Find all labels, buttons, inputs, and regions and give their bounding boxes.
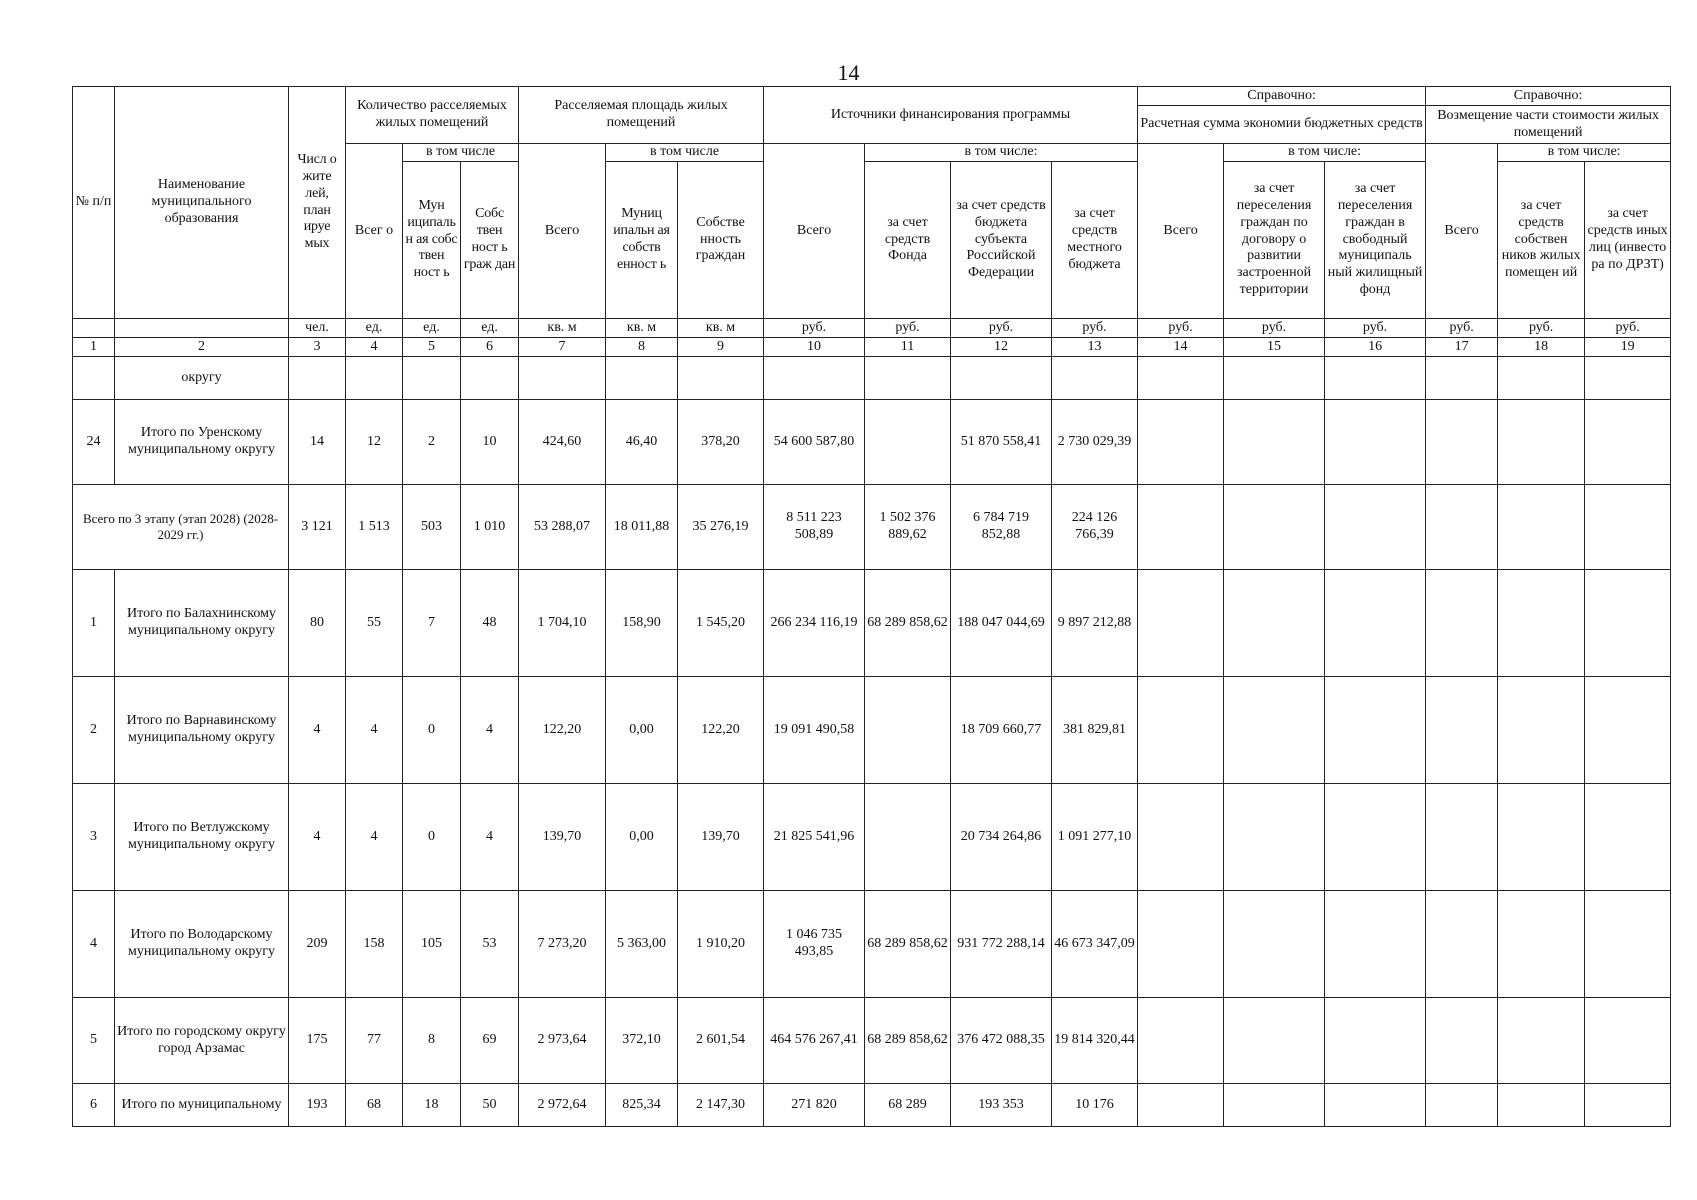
unit-cell: руб. — [1224, 319, 1325, 338]
row-no: 2 — [73, 677, 115, 784]
header-owners-funds: за счет средств собствен ников жилых помещен ий — [1498, 162, 1585, 319]
header-sources-total: Всего — [764, 144, 865, 319]
col-number: 5 — [403, 338, 461, 357]
unit-cell: руб. — [1052, 319, 1138, 338]
header-count-total: Всег о — [346, 144, 403, 319]
table-row: Всего по 3 этапу (этап 2028) (2028-2029 гг.) 3 121 1 513 503 1 010 53 288,07 18 011,88 35 276,19 8 511 223 508,89 1 502 376 889,62 6 784 719 852,88 224 126 766,39 — [73, 485, 1671, 570]
col-number: 7 — [519, 338, 606, 357]
row-name: Итого по муниципальному — [115, 1084, 289, 1127]
row-no: 1 — [73, 570, 115, 677]
col-number: 15 — [1224, 338, 1325, 357]
col-number: 2 — [115, 338, 289, 357]
table-row: 1 Итого по Балахнинскому муниципальному округу 80 55 7 48 1 704,10 158,90 1 545,20 266 234 116,19 68 289 858,62 188 047 044,69 9 897 212,88 — [73, 570, 1671, 677]
unit-cell: руб. — [1585, 319, 1671, 338]
unit-cell: кв. м — [678, 319, 764, 338]
table-row: 5 Итого по городскому округу город Арзамас 175 77 8 69 2 973,64 372,10 2 601,54 464 576 267,41 68 289 858,62 376 472 088,35 19 814 320,44 — [73, 998, 1671, 1084]
header-area-total: Всего — [519, 144, 606, 319]
header-sources-in-that: в том числе: — [865, 144, 1138, 162]
header-group-count: Количество расселяемых жилых помещений — [346, 87, 519, 144]
unit-cell: руб. — [1138, 319, 1224, 338]
unit-cell: руб. — [951, 319, 1052, 338]
header-group-sources: Источники финансирования программы — [764, 87, 1138, 144]
unit-cell: кв. м — [606, 319, 678, 338]
header-ref2-top: Справочно: — [1426, 87, 1671, 106]
col-number: 8 — [606, 338, 678, 357]
row-no: 24 — [73, 400, 115, 485]
header-local-budget: за счет средств местного бюджета — [1052, 162, 1138, 319]
col-number: 1 — [73, 338, 115, 357]
header-fund: за счет средств Фонда — [865, 162, 951, 319]
row-name: Итого по Балахнинскому муниципальному округу — [115, 570, 289, 677]
col-number: 13 — [1052, 338, 1138, 357]
row-no: 6 — [73, 1084, 115, 1127]
row-no: 4 — [73, 891, 115, 998]
col-number: 14 — [1138, 338, 1224, 357]
table-row: 6 Итого по муниципальному 193 68 18 50 2 972,64 825,34 2 147,30 271 820 68 289 193 353 10 176 — [73, 1084, 1671, 1127]
table-row: 2 Итого по Варнавинскому муниципальному округу 4 4 0 4 122,20 0,00 122,20 19 091 490,58 18 709 660,77 381 829,81 — [73, 677, 1671, 784]
header-group-ref1: Расчетная сумма экономии бюджетных средств — [1138, 106, 1426, 144]
row-no: 5 — [73, 998, 115, 1084]
header-ref1-total: Всего — [1138, 144, 1224, 319]
col-number: 16 — [1325, 338, 1426, 357]
unit-cell: руб. — [1325, 319, 1426, 338]
row-name: Итого по Уренскому муниципальному округу — [115, 400, 289, 485]
col-number: 6 — [461, 338, 519, 357]
resettlement-table — [72, 86, 1671, 1127]
header-ref2-in-that: в том числе: — [1498, 144, 1671, 162]
col-number: 3 — [289, 338, 346, 357]
unit-cell: руб. — [865, 319, 951, 338]
col-number: 19 — [1585, 338, 1671, 357]
header-subject-budget: за счет средств бюджета субъекта Российской Федерации — [951, 162, 1052, 319]
unit-cell: руб. — [1498, 319, 1585, 338]
header-name: Наименование муниципального образования — [115, 87, 289, 319]
col-number: 18 — [1498, 338, 1585, 357]
header-ref2-total: Всего — [1426, 144, 1498, 319]
row-name: Итого по Володарскому муниципальному округу — [115, 891, 289, 998]
header-others-funds: за счет средств иных лиц (инвесто ра по ДРЗТ) — [1585, 162, 1671, 319]
row-name: Итого по Ветлужскому муниципальному округу — [115, 784, 289, 891]
stage-total-label: Всего по 3 этапу (этап 2028) (2028-2029 гг.) — [73, 485, 289, 570]
unit-cell: чел. — [289, 319, 346, 338]
page-number: 14 — [837, 60, 860, 85]
row-name: округу — [115, 357, 289, 400]
col-number: 9 — [678, 338, 764, 357]
header-count-in-that: в том числе — [403, 144, 519, 162]
unit-cell: руб. — [764, 319, 865, 338]
header-area-in-that: в том числе — [606, 144, 764, 162]
header-municipal-area: Муниц ипальн ая собств енност ь — [606, 162, 678, 319]
unit-cell: ед. — [461, 319, 519, 338]
header-group-ref2: Возмещение части стоимости жилых помещений — [1426, 106, 1671, 144]
header-group-area: Расселяемая площадь жилых помещений — [519, 87, 764, 144]
col-number: 10 — [764, 338, 865, 357]
row-name: Итого по Варнавинскому муниципальному округу — [115, 677, 289, 784]
table-row — [73, 357, 1671, 400]
table-row: 24 Итого по Уренскому муниципальному округу 14 12 2 10 424,60 46,40 378,20 54 600 587,80 51 870 558,41 2 730 029,39 — [73, 400, 1671, 485]
col-number: 4 — [346, 338, 403, 357]
row-name: Итого по городскому округу город Арзамас — [115, 998, 289, 1084]
unit-cell: ед. — [403, 319, 461, 338]
unit-cell: ед. — [346, 319, 403, 338]
col-number: 11 — [865, 338, 951, 357]
unit-cell: кв. м — [519, 319, 606, 338]
header-residents: Числ о жите лей, план ируе мых — [289, 87, 346, 319]
header-citizens-count: Собс твен ност ь граж дан — [461, 162, 519, 319]
header-ref1-in-that: в том числе: — [1224, 144, 1426, 162]
header-no: № п/п — [73, 87, 115, 319]
header-resettle-free: за счет переселения граждан в свободный муниципаль ный жилищный фонд — [1325, 162, 1426, 319]
row-no: 3 — [73, 784, 115, 891]
table-row: 4 Итого по Володарскому муниципальному округу 209 158 105 53 7 273,20 5 363,00 1 910,20 1 046 735 493,85 68 289 858,62 931 772 288,14 46 673 347,09 — [73, 891, 1671, 998]
col-number: 12 — [951, 338, 1052, 357]
header-citizens-area: Собстве нность граждан — [678, 162, 764, 319]
unit-cell: руб. — [1426, 319, 1498, 338]
header-resettle-contract: за счет переселения граждан по договору о развитии застроенной территории — [1224, 162, 1325, 319]
header-ref1-top: Справочно: — [1138, 87, 1426, 106]
col-number: 17 — [1426, 338, 1498, 357]
header-municipal-count: Мун иципальн ая собс твен ност ь — [403, 162, 461, 319]
table-row: 3 Итого по Ветлужскому муниципальному округу 4 4 0 4 139,70 0,00 139,70 21 825 541,96 20 734 264,86 1 091 277,10 — [73, 784, 1671, 891]
